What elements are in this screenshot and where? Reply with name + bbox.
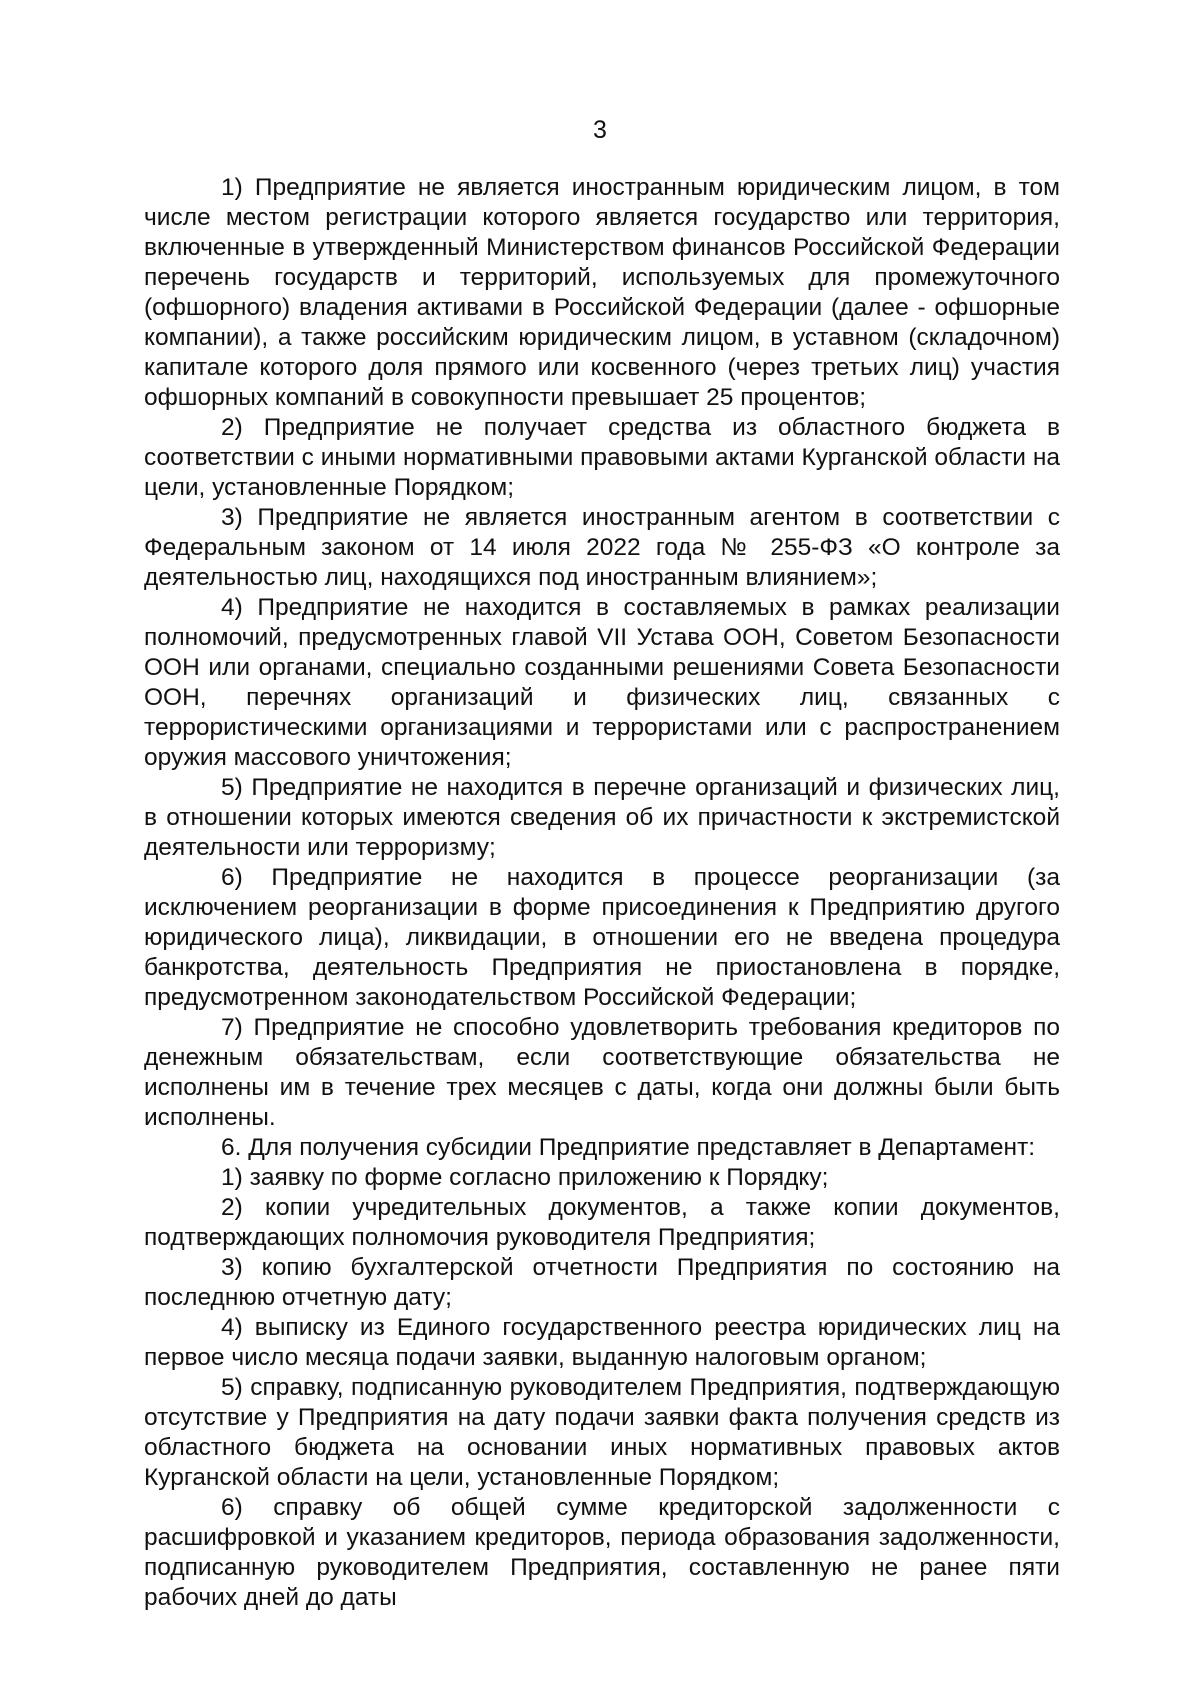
paragraph: 6) Предприятие не находится в процессе реорганизации (за исключением реорганизации в форме присоединения к Предприятию другого юридического лица), ликвидации, в отношении его не введена процедура банкротства, деятельность Предприятия не приостановлена в порядке, предусмотренном законодательством Российской Федерации; xyxy=(144,864,1060,1011)
paragraph: 4) выписку из Единого государственного реестра юридических лиц на первое число месяца подачи заявки, выданную налоговым органом; xyxy=(144,1314,1060,1371)
paragraph: 2) Предприятие не получает средства из областного бюджета в соответствии с иными нормативными правовыми актами Курганской области на цели, установленные Порядком; xyxy=(144,414,1060,501)
paragraph: 1) заявку по форме согласно приложению к Порядку; xyxy=(221,1164,829,1191)
paragraph: 6) справку об общей сумме кредиторской задолженности с расшифровкой и указанием кредиторов, периода образования задолженности, подписанную руководителем Предприятия, составленную не ранее пяти рабочих дней до даты xyxy=(144,1494,1060,1611)
paragraph: 6. Для получения субсидии Предприятие представляет в Департамент: xyxy=(221,1134,1036,1161)
paragraph: 1) Предприятие не является иностранным юридическим лицом, в том числе местом регистрации которого является государство или территория, включенные в утвержденный Министерством финансов Российской Федерации перечень государств и территорий, используемых для промежуточного (офшорного) владения активами в Российской Федерации (далее - офшорные компании), а также российским юридическим лицом, в уставном (складочном) капитале которого доля прямого или косвенного (через третьих лиц) участия офшорных компаний в совокупности превышает 25 процентов; xyxy=(144,174,1060,411)
paragraph: 4) Предприятие не находится в составляемых в рамках реализации полномочий, предусмотренных главой VII Устава ООН, Советом Безопасности ООН или органами, специально созданными решениями Совета Безопасности ООН, перечнях организаций и физических лиц, связанных с террористическими организациями и террористами или с распространением оружия массового уничтожения; xyxy=(144,594,1060,771)
paragraph: 5) справку, подписанную руководителем Предприятия, подтверждающую отсутствие у Предприятия на дату подачи заявки факта получения средств из областного бюджета на основании иных нормативных правовых актов Курганской области на цели, установленные Порядком; xyxy=(144,1374,1060,1491)
paragraph: 2) копии учредительных документов, а также копии документов, подтверждающих полномочия руководителя Предприятия; xyxy=(144,1194,1060,1251)
page-number: 3 xyxy=(593,116,607,144)
document-body xyxy=(144,173,1060,1613)
paragraph: 3) Предприятие не является иностранным агентом в соответствии с Федеральным законом от 14 июля 2022 года № 255-ФЗ «О контроле за деятельностью лиц, находящихся под иностранным влиянием»; xyxy=(144,504,1060,591)
paragraph: 7) Предприятие не способно удовлетворить требования кредиторов по денежным обязательствам, если соответствующие обязательства не исполнены им в течение трех месяцев с даты, когда они должны были быть исполнены. xyxy=(144,1014,1060,1131)
paragraph: 5) Предприятие не находится в перечне организаций и физических лиц, в отношении которых имеются сведения об их причастности к экстремистской деятельности или терроризму; xyxy=(144,774,1060,861)
paragraph: 3) копию бухгалтерской отчетности Предприятия по состоянию на последнюю отчетную дату; xyxy=(144,1254,1060,1311)
